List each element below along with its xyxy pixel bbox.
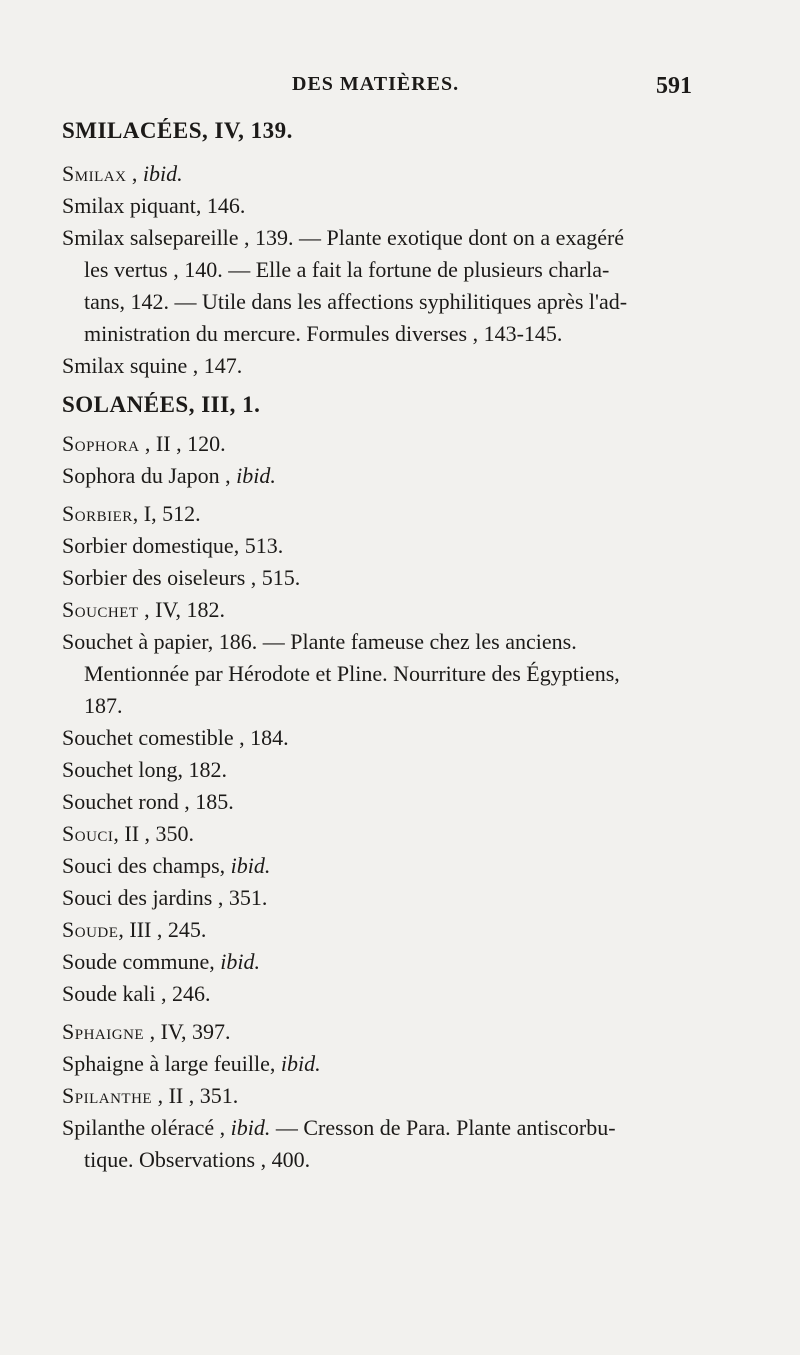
- index-entry-sphaigne-large-feuille: Sphaigne à large feuille, ibid.: [62, 1051, 321, 1076]
- page-header: [0, 73, 800, 107]
- index-entry-souci-jardins: Souci des jardins , 351.: [62, 885, 268, 910]
- index-entry-sophora: Sophora , II , 120.: [62, 431, 226, 456]
- index-entry-souchet-rond: Souchet rond , 185.: [62, 789, 234, 814]
- index-entry-smilax-piquant: Smilax piquant, 146.: [62, 193, 246, 218]
- index-entry-souci-champs: Souci des champs, ibid.: [62, 853, 271, 878]
- index-entry-souci: Souci, II , 350.: [62, 821, 195, 846]
- index-entry-smilax: Smilax , ibid.: [62, 161, 183, 186]
- entry-head: Smilax: [62, 161, 127, 186]
- index-entry-spilanthe: Spilanthe , II , 351.: [62, 1083, 239, 1108]
- index-entry-sorbier: Sorbier, I, 512.: [62, 501, 201, 526]
- family-heading-smilacees: SMILACÉES, IV, 139.: [62, 118, 293, 143]
- index-entry-souchet-papier: Souchet à papier, 186. — Plante fameuse chez les anciens. Mentionnée par Hérodote et Pline. Nourriture des Égyptiens, 187.: [62, 629, 620, 718]
- running-title: DES MATIÈRES.: [292, 73, 460, 95]
- index-entry-souchet-long: Souchet long, 182.: [62, 757, 227, 782]
- index-entry-spilanthe-oleracee: Spilanthe oléracé , ibid. — Cresson de Para. Plante antiscorbu- tique. Observations , 400.: [62, 1115, 616, 1172]
- index-entry-sophora-japon: Sophora du Japon , ibid.: [62, 463, 276, 488]
- index-entry-soude: Soude, III , 245.: [62, 917, 207, 942]
- index-entry-soude-commune: Soude commune, ibid.: [62, 949, 260, 974]
- index-entry-smilax-squine: Smilax squine , 147.: [62, 353, 243, 378]
- index-entry-souchet-comestible: Souchet comestible , 184.: [62, 725, 289, 750]
- index-entry-sorbier-domestique: Sorbier domestique, 513.: [62, 533, 284, 558]
- index-entry-sphaigne: Sphaigne , IV, 397.: [62, 1019, 231, 1044]
- index-list: [62, 114, 722, 1176]
- family-heading-solanees: SOLANÉES, III, 1.: [62, 392, 261, 417]
- index-entry-souchet: Souchet , IV, 182.: [62, 597, 225, 622]
- index-entry-soude-kali: Soude kali , 246.: [62, 981, 211, 1006]
- page-number: 591: [656, 73, 692, 99]
- index-entry-smilax-salsepareille: Smilax salsepareille , 139. — Plante exotique dont on a exagéré les vertus , 140. — Elle a fait la fortune de plusieurs charla- tans, 142. — Utile dans les affections syphilitiques après l'ad- ministration du mercure. Formules diverses , 143-145.: [62, 225, 628, 346]
- index-entry-sorbier-oiseleurs: Sorbier des oiseleurs , 515.: [62, 565, 301, 590]
